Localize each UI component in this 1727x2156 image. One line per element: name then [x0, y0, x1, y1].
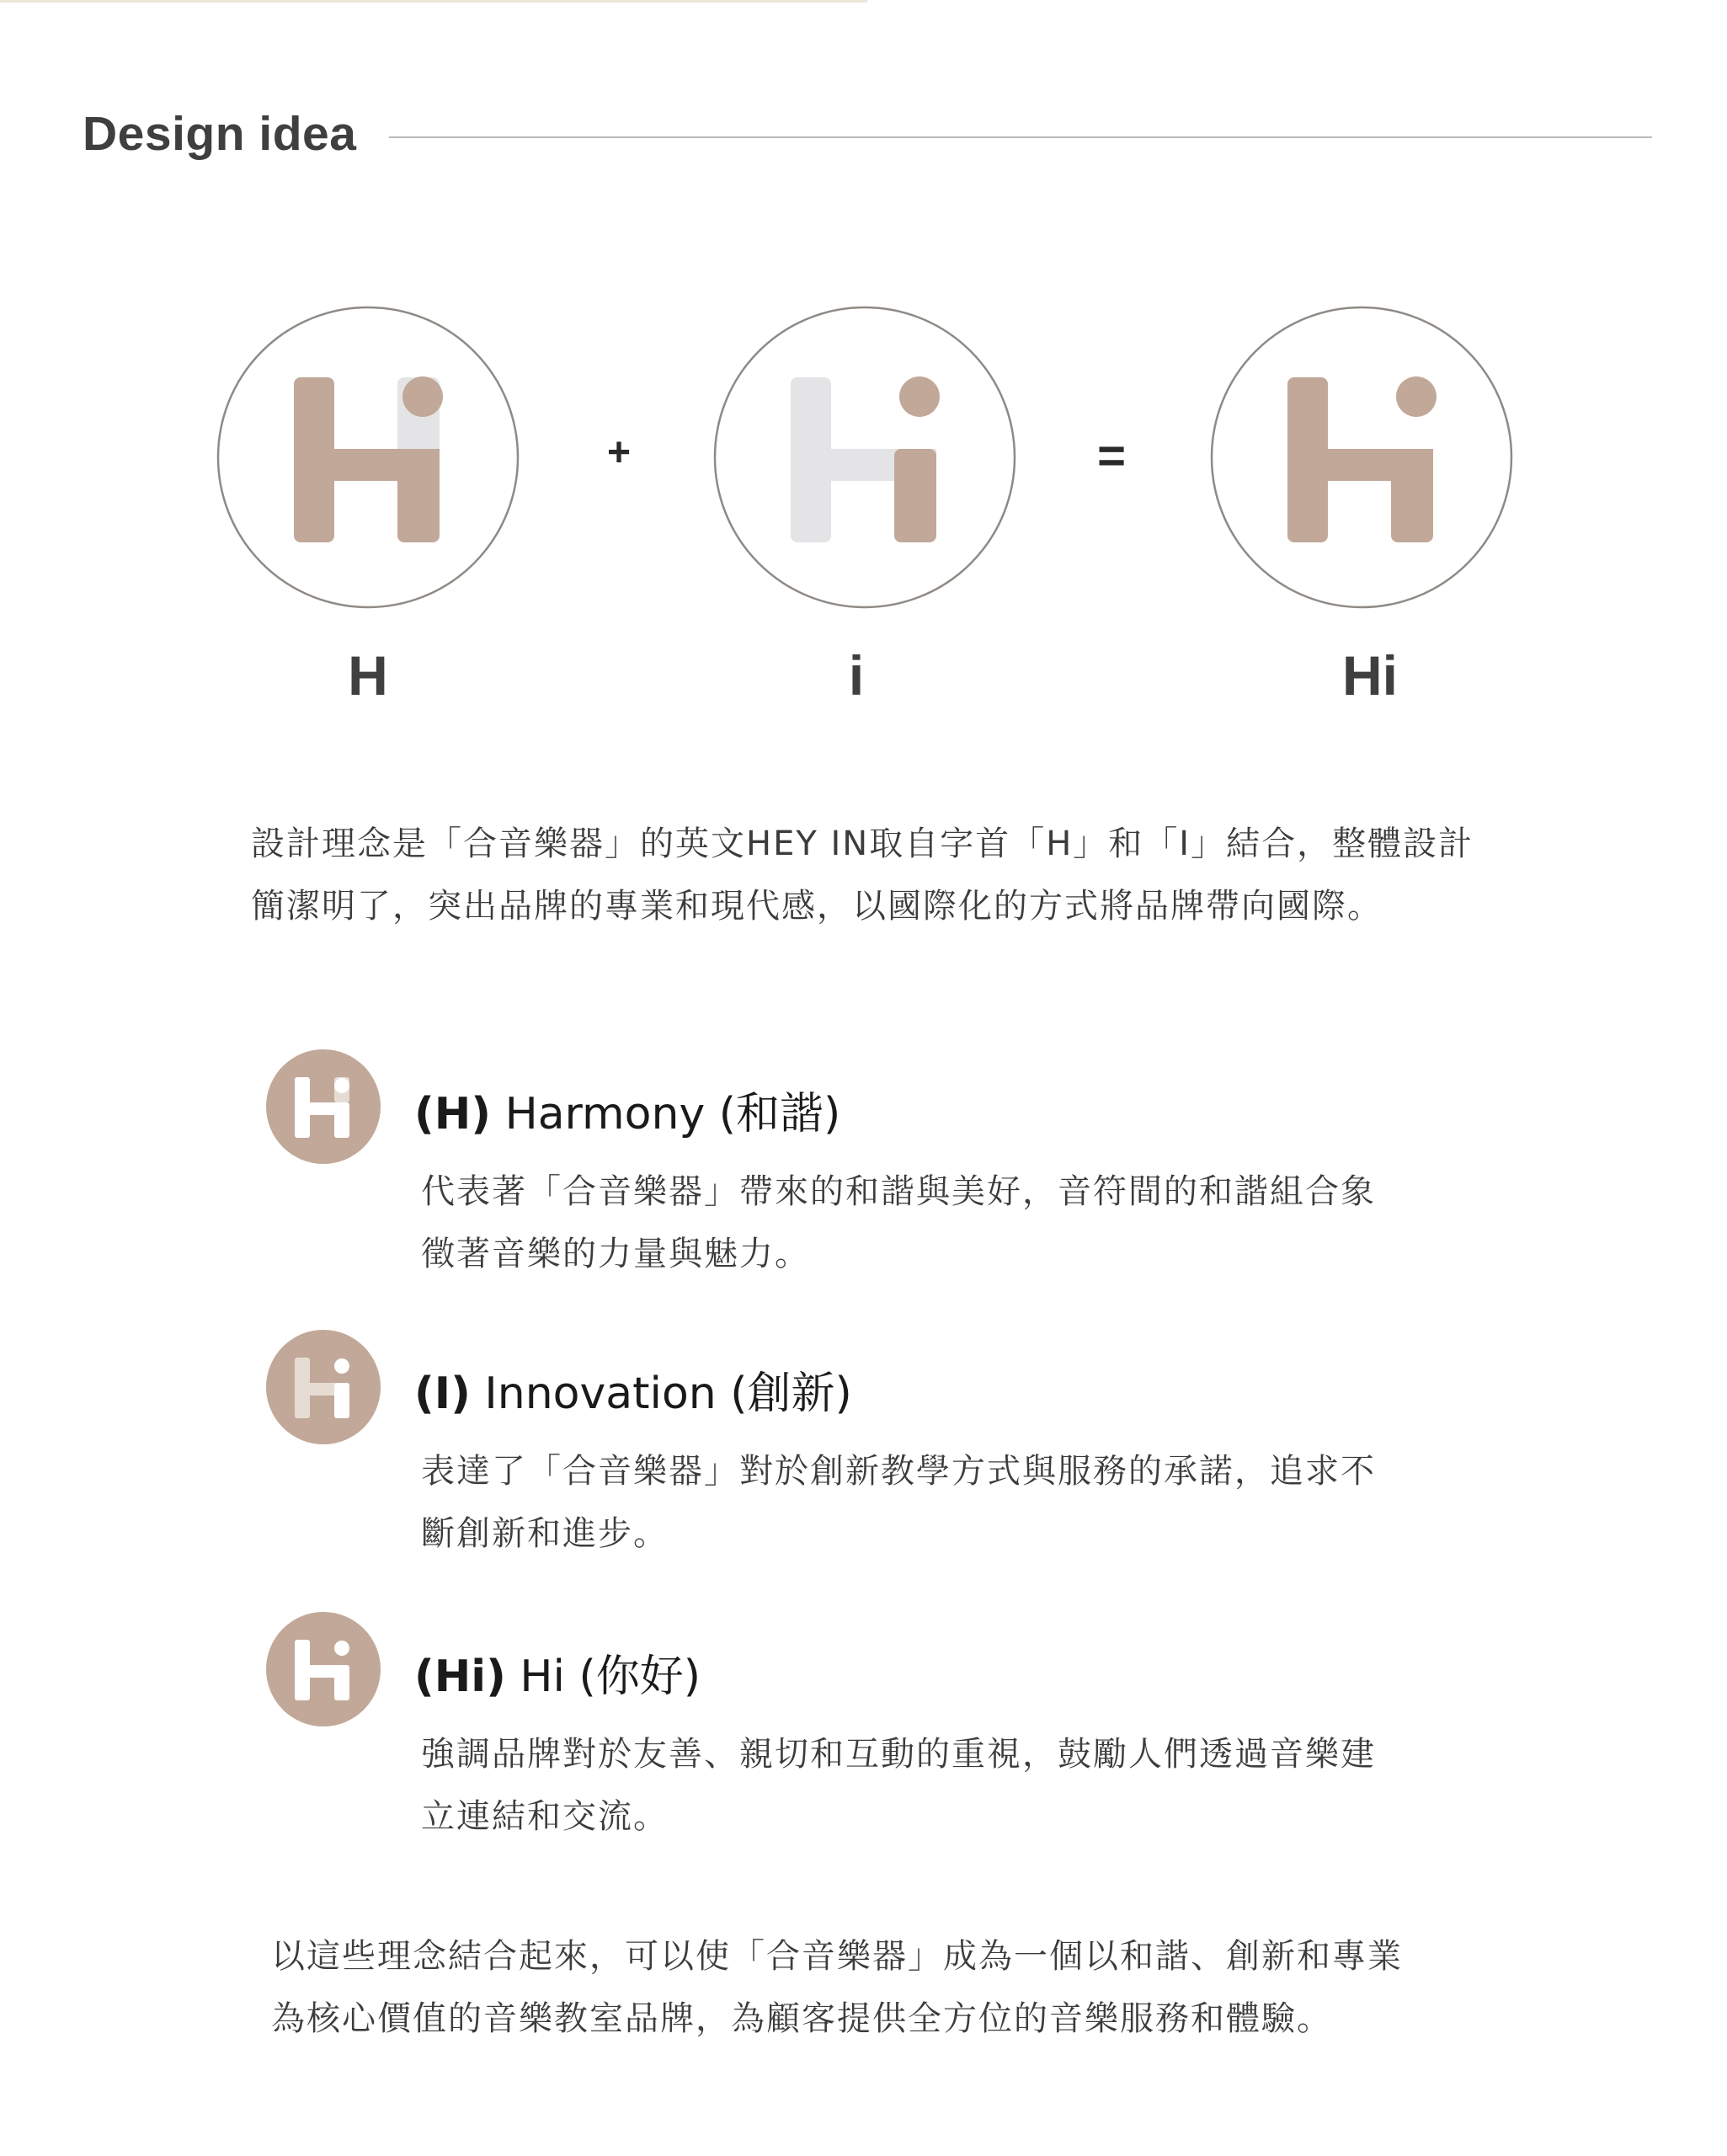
- hi-line-1: 強調品牌對於友善、親切和互動的重視，鼓勵人們透過音樂建: [421, 1735, 1376, 1774]
- harmony-description: [421, 1161, 1474, 1285]
- harmony-line-1: 代表著「合音樂器」帶來的和諧與美好，音符間的和諧組合象: [421, 1172, 1376, 1211]
- hi-heading: [414, 1641, 701, 1704]
- i-logo-circle: [713, 306, 1016, 609]
- intro-line-1: 設計理念是「合音樂器」的英文HEY IN取自字首「H」和「I」結合，整體設計: [251, 825, 1474, 863]
- innovation-line-2: 斷創新和進步。: [421, 1514, 669, 1553]
- section-title: Design idea: [83, 107, 357, 161]
- harmony-line-2: 徵著音樂的力量與魅力。: [421, 1235, 810, 1273]
- h-logo-circle: [216, 306, 520, 609]
- innovation-line-1: 表達了「合音樂器」對於創新教學方式與服務的承諾，追求不: [421, 1452, 1376, 1491]
- hi-title: Hi (你好): [505, 1652, 701, 1702]
- hi-logo-circle: [1210, 306, 1513, 609]
- innovation-description: [421, 1440, 1474, 1565]
- hi-description: [421, 1723, 1474, 1848]
- harmony-icon: [265, 1049, 381, 1165]
- caption-hi: Hi: [1342, 644, 1398, 707]
- innovation-key: (I): [414, 1369, 471, 1419]
- conclusion-line-1: 以這些理念結合起來，可以使「合音樂器」成為一個以和諧、創新和專業: [271, 1937, 1403, 1976]
- plus-sign: +: [606, 430, 632, 475]
- equals-sign: =: [1097, 429, 1126, 483]
- top-accent-bar: [0, 0, 867, 3]
- innovation-icon: [265, 1329, 381, 1445]
- hi-key: (Hi): [414, 1652, 506, 1702]
- harmony-key: (H): [414, 1089, 492, 1139]
- harmony-heading: [414, 1078, 840, 1141]
- conclusion-line-2: 為核心價值的音樂教室品牌，為顧客提供全方位的音樂服務和體驗。: [271, 1999, 1332, 2038]
- caption-h: H: [348, 644, 388, 707]
- intro-line-2: 簡潔明了，突出品牌的專業和現代感，以國際化的方式將品牌帶向國際。: [251, 887, 1383, 926]
- intro-paragraph: [251, 813, 1474, 937]
- caption-i: i: [848, 644, 865, 707]
- innovation-heading: [414, 1358, 852, 1421]
- harmony-title: Harmony (和諧): [491, 1089, 841, 1139]
- conclusion-paragraph: [271, 1925, 1403, 2050]
- hi-line-2: 立連結和交流。: [421, 1797, 669, 1836]
- section-title-rule: [389, 136, 1652, 138]
- hi-icon: [265, 1611, 381, 1727]
- innovation-title: Innovation (創新): [470, 1369, 852, 1419]
